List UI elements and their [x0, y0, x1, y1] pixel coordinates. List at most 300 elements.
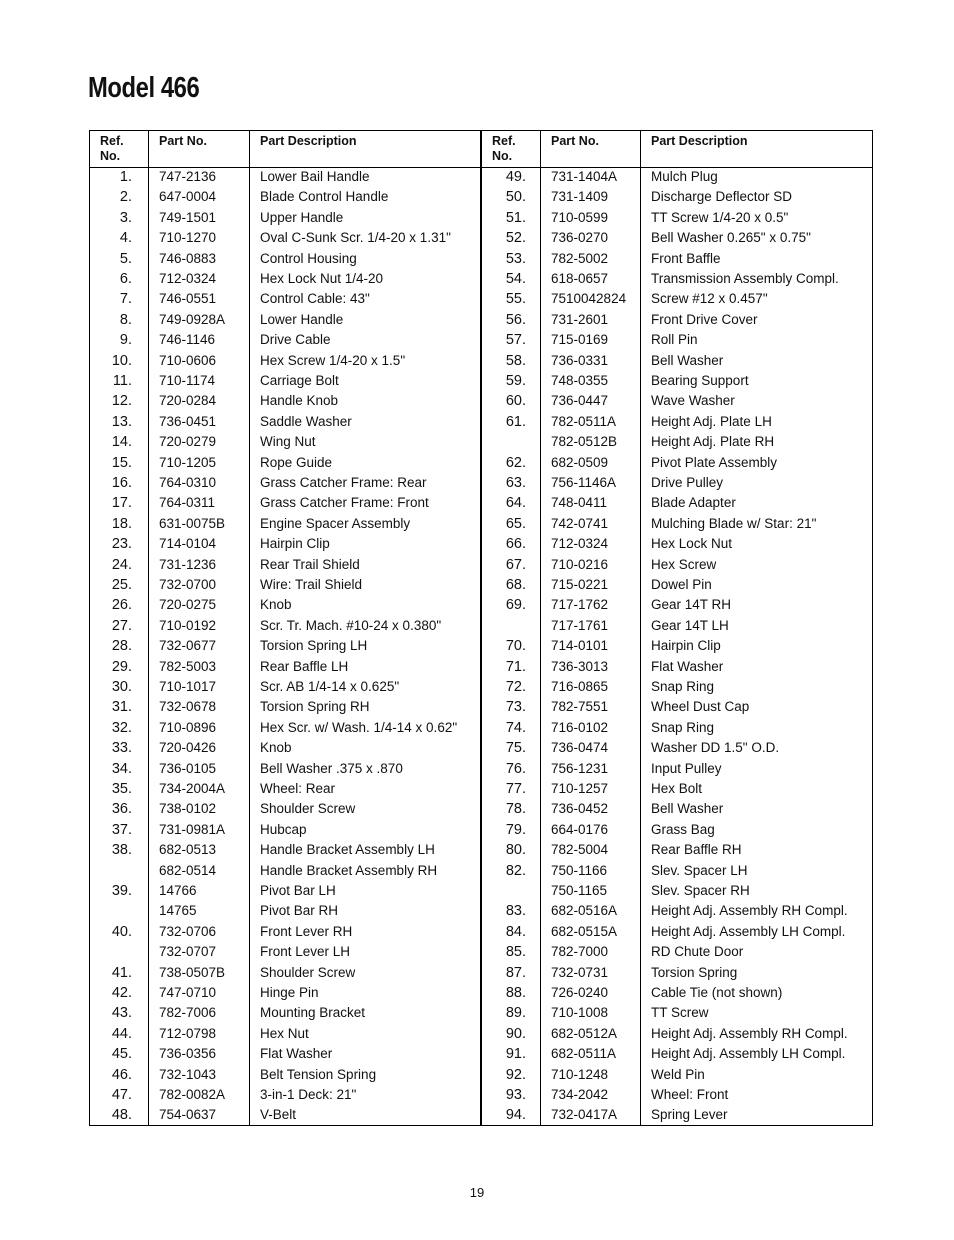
- part-description-cell: Carriage Bolt: [260, 373, 339, 388]
- part-description-cell: TT Screw: [651, 1005, 709, 1021]
- part-description-cell: Slev. Spacer RH: [651, 883, 750, 898]
- ref-no-cell: 71.: [505, 658, 526, 675]
- part-description-cell: Height Adj. Assembly LH Compl.: [651, 1046, 846, 1062]
- part-no-cell: 710-1017: [159, 679, 217, 694]
- part-description-cell: RD Chute Door: [651, 944, 744, 960]
- header-part-no: Part No.: [551, 134, 599, 148]
- part-description-cell: Flat Washer: [651, 658, 724, 674]
- part-description-cell: Gear 14T RH: [651, 597, 732, 613]
- ref-no-cell: 67.: [505, 556, 526, 573]
- ref-no-cell: 30.: [111, 679, 132, 695]
- table-row: [90, 310, 480, 330]
- part-no-cell: 764-0310: [159, 475, 217, 490]
- part-no-cell: 736-0474: [551, 740, 609, 756]
- part-description-cell: Flat Washer: [260, 1046, 333, 1062]
- part-no-cell: 782-0082A: [159, 1087, 226, 1102]
- part-description-cell: Bell Washer: [651, 352, 724, 368]
- part-no-cell: 736-0270: [551, 230, 609, 246]
- table-row: [90, 289, 480, 309]
- table-row: [90, 555, 480, 575]
- part-no-cell: 715-0169: [551, 332, 609, 348]
- table-row: [482, 412, 872, 432]
- ref-no-cell: 27.: [111, 617, 132, 634]
- part-no-cell: 782-0511A: [551, 413, 617, 429]
- part-no-cell: 710-0192: [159, 617, 217, 633]
- part-description-cell: Blade Adapter: [651, 495, 736, 511]
- part-description-cell: Scr. AB 1/4-14 x 0.625": [260, 679, 400, 694]
- header-part-description: Part Description: [260, 134, 357, 148]
- table-row: [90, 799, 480, 819]
- part-description-cell: Torsion Spring: [651, 964, 738, 980]
- ref-no-cell: 87.: [505, 964, 526, 981]
- part-no-cell: 712-0324: [551, 536, 609, 552]
- part-no-cell: 736-3013: [551, 658, 609, 674]
- header-ref-no: Ref. No.: [100, 134, 124, 163]
- table-row: [482, 249, 872, 269]
- table-row: [90, 208, 480, 228]
- table-row: [90, 963, 480, 983]
- ref-no-cell: 10.: [111, 352, 132, 369]
- part-description-cell: Height Adj. Assembly LH Compl.: [651, 923, 846, 939]
- part-description-cell: Wire: Trail Shield: [260, 577, 363, 592]
- table-row: [90, 514, 480, 534]
- table-row: [482, 1065, 872, 1085]
- table-row: [90, 330, 480, 350]
- table-row: [90, 697, 480, 717]
- part-description-cell: Wheel: Front: [651, 1087, 729, 1102]
- ref-no-cell: 9.: [119, 332, 132, 349]
- table-row: [90, 616, 480, 636]
- ref-no-cell: 29.: [111, 658, 132, 675]
- table-row: [90, 371, 480, 391]
- ref-no-cell: 94.: [505, 1107, 526, 1124]
- table-row: [482, 391, 872, 411]
- table-row: [90, 167, 480, 187]
- part-no-cell: 731-1236: [159, 556, 217, 572]
- part-description-cell: Control Cable: 43": [260, 291, 370, 307]
- part-description-cell: Knob: [260, 597, 292, 613]
- table-row: [482, 473, 872, 493]
- ref-no-cell: 64.: [505, 495, 526, 512]
- ref-no-cell: 36.: [111, 801, 132, 818]
- table-row: [482, 779, 872, 799]
- table-row: [90, 861, 480, 881]
- part-description-cell: Front Drive Cover: [651, 311, 758, 327]
- part-description-cell: V-Belt: [260, 1107, 297, 1123]
- table-row: [90, 738, 480, 758]
- part-no-cell: 14765: [159, 903, 197, 919]
- part-description-cell: Blade Control Handle: [260, 189, 389, 205]
- part-description-cell: Front Baffle: [651, 250, 721, 266]
- parts-table: [89, 130, 873, 1126]
- part-no-cell: 736-0356: [159, 1046, 217, 1062]
- part-no-cell: 682-0512A: [551, 1025, 618, 1041]
- ref-no-cell: 83.: [505, 903, 526, 920]
- ref-no-cell: 70.: [505, 638, 526, 655]
- ref-no-cell: 91.: [505, 1046, 526, 1063]
- part-description-cell: Hairpin Clip: [260, 536, 330, 552]
- part-description-cell: Grass Catcher Frame: Front: [260, 495, 429, 511]
- ref-no-cell: 89.: [505, 1005, 526, 1022]
- ref-no-cell: 56.: [505, 311, 526, 328]
- ref-no-cell: 45.: [111, 1046, 132, 1063]
- table-row: [90, 657, 480, 677]
- ref-no-cell: 73.: [505, 699, 526, 716]
- table-row: [482, 187, 872, 207]
- part-no-cell: 756-1146A: [551, 475, 617, 490]
- ref-no-cell: 13.: [111, 413, 132, 430]
- part-no-cell: 618-0657: [551, 271, 609, 286]
- part-description-cell: Drive Pulley: [651, 475, 724, 490]
- part-description-cell: Cable Tie (not shown): [651, 985, 783, 1000]
- part-no-cell: 782-7000: [551, 944, 609, 960]
- table-row: [482, 657, 872, 677]
- table-row: [90, 1003, 480, 1023]
- part-description-cell: Mulch Plug: [651, 169, 718, 184]
- part-no-cell: 682-0516A: [551, 903, 618, 919]
- table-row: [90, 779, 480, 799]
- part-no-cell: 736-0105: [159, 760, 217, 776]
- ref-no-cell: 46.: [111, 1066, 132, 1083]
- part-no-cell: 732-0707: [159, 944, 217, 960]
- part-description-cell: Bell Washer: [651, 801, 724, 817]
- part-no-cell: 720-0284: [159, 393, 217, 409]
- part-no-cell: 726-0240: [551, 985, 609, 1000]
- part-no-cell: 714-0104: [159, 536, 217, 552]
- part-no-cell: 732-0700: [159, 577, 217, 592]
- ref-no-cell: 48.: [111, 1107, 132, 1124]
- part-no-cell: 734-2004A: [159, 781, 226, 796]
- part-no-cell: 720-0275: [159, 597, 217, 613]
- part-no-cell: 782-0512B: [551, 434, 618, 450]
- ref-no-cell: 60.: [505, 393, 526, 410]
- table-row: [90, 840, 480, 860]
- part-no-cell: 742-0741: [551, 515, 609, 531]
- part-description-cell: Hex Bolt: [651, 781, 703, 796]
- part-no-cell: 732-1043: [159, 1066, 217, 1082]
- ref-no-cell: 31.: [111, 699, 132, 716]
- table-row: [482, 514, 872, 534]
- ref-no-cell: 8.: [119, 311, 132, 328]
- part-no-cell: 748-0411: [551, 495, 608, 511]
- part-no-cell: 712-0324: [159, 271, 217, 286]
- part-description-cell: Hex Screw: [651, 556, 717, 572]
- table-row: [90, 351, 480, 371]
- part-no-cell: 664-0176: [551, 821, 609, 837]
- ref-no-cell: 18.: [111, 515, 132, 532]
- ref-no-cell: 41.: [111, 964, 132, 981]
- part-no-cell: 682-0511A: [551, 1046, 617, 1062]
- header-part-no: Part No.: [159, 134, 207, 148]
- table-row: [90, 1065, 480, 1085]
- part-no-cell: 749-1501: [159, 209, 217, 225]
- part-no-cell: 715-0221: [551, 577, 609, 592]
- ref-no-cell: 61.: [505, 413, 526, 430]
- part-description-cell: Lower Handle: [260, 311, 344, 327]
- part-description-cell: Roll Pin: [651, 332, 698, 348]
- ref-no-cell: 50.: [505, 189, 526, 206]
- part-no-cell: 731-2601: [551, 311, 609, 327]
- part-no-cell: 782-5004: [551, 842, 609, 858]
- ref-no-cell: 79.: [505, 821, 526, 838]
- part-no-cell: 14766: [159, 883, 197, 898]
- ref-no-cell: 33.: [111, 740, 132, 757]
- ref-no-cell: 14.: [111, 434, 132, 451]
- part-description-cell: Screw #12 x 0.457": [651, 291, 768, 307]
- part-description-cell: Rear Baffle RH: [651, 842, 742, 858]
- part-description-cell: Front Lever LH: [260, 944, 351, 960]
- part-description-cell: Height Adj. Plate RH: [651, 434, 775, 450]
- part-description-cell: Height Adj. Plate LH: [651, 413, 772, 429]
- part-no-cell: 710-0606: [159, 352, 217, 368]
- part-no-cell: 710-1248: [551, 1066, 609, 1082]
- part-description-cell: Height Adj. Assembly RH Compl.: [651, 903, 848, 919]
- part-no-cell: 710-1174: [159, 373, 216, 388]
- part-description-cell: Pivot Bar LH: [260, 883, 336, 898]
- table-row: [482, 208, 872, 228]
- table-row: [482, 718, 872, 738]
- part-no-cell: 749-0928A: [159, 311, 226, 327]
- table-row: [482, 269, 872, 289]
- table-row: [90, 453, 480, 473]
- part-no-cell: 682-0515A: [551, 923, 618, 939]
- table-row: [482, 595, 872, 615]
- part-description-cell: Slev. Spacer LH: [651, 862, 748, 878]
- part-description-cell: Wave Washer: [651, 393, 735, 409]
- part-no-cell: 631-0075B: [159, 515, 226, 531]
- ref-no-cell: 80.: [505, 842, 526, 859]
- part-no-cell: 734-2042: [551, 1087, 609, 1102]
- part-no-cell: 710-0896: [159, 719, 217, 735]
- part-no-cell: 732-0706: [159, 923, 217, 939]
- table-row: [482, 371, 872, 391]
- part-description-cell: Pivot Bar RH: [260, 903, 339, 919]
- ref-no-cell: 47.: [111, 1087, 132, 1103]
- part-no-cell: 7510042824: [551, 291, 627, 307]
- ref-no-cell: 25.: [111, 577, 132, 593]
- part-description-cell: Hubcap: [260, 821, 307, 837]
- part-description-cell: Transmission Assembly Compl.: [651, 271, 839, 286]
- table-row: [90, 636, 480, 656]
- part-no-cell: 782-7551: [551, 699, 609, 715]
- ref-no-cell: 54.: [505, 271, 526, 287]
- table-row: [482, 575, 872, 595]
- ref-no-cell: 28.: [111, 638, 132, 655]
- table-row: [90, 391, 480, 411]
- table-row: [90, 881, 480, 901]
- table-row: [482, 861, 872, 881]
- ref-no-cell: 11.: [112, 373, 132, 389]
- table-row: [90, 493, 480, 513]
- ref-no-cell: 35.: [111, 781, 132, 797]
- part-description-cell: Handle Knob: [260, 393, 339, 409]
- table-row: [482, 881, 872, 901]
- part-no-cell: 750-1166: [551, 862, 608, 878]
- part-description-cell: Handle Bracket Assembly RH: [260, 862, 438, 878]
- table-row: [90, 922, 480, 942]
- page-number: 19: [469, 1185, 485, 1200]
- part-description-cell: Snap Ring: [651, 719, 715, 735]
- table-row: [90, 718, 480, 738]
- part-no-cell: 710-1008: [551, 1005, 609, 1021]
- table-row: [90, 575, 480, 595]
- ref-no-cell: 51.: [505, 209, 526, 226]
- part-no-cell: 710-1205: [159, 454, 217, 470]
- table-row: [90, 1024, 480, 1044]
- table-row: [482, 738, 872, 758]
- part-description-cell: Torsion Spring RH: [260, 699, 370, 715]
- ref-no-cell: 55.: [505, 291, 526, 308]
- part-no-cell: 782-5002: [551, 250, 609, 266]
- table-row: [482, 799, 872, 819]
- table-row: [90, 412, 480, 432]
- ref-no-cell: 2.: [119, 189, 132, 206]
- part-no-cell: 782-7006: [159, 1005, 217, 1021]
- part-no-cell: 764-0311: [159, 495, 216, 511]
- part-no-cell: 717-1761: [551, 617, 609, 633]
- table-row: [482, 453, 872, 473]
- part-description-cell: Saddle Washer: [260, 413, 352, 429]
- table-row: [482, 1003, 872, 1023]
- part-no-cell: 682-0514: [159, 862, 217, 878]
- part-no-cell: 747-2136: [159, 169, 217, 184]
- ref-no-cell: 4.: [119, 230, 132, 247]
- ref-no-cell: 63.: [505, 475, 526, 491]
- part-description-cell: Oval C-Sunk Scr. 1/4-20 x 1.31": [260, 230, 451, 246]
- part-description-cell: Bell Washer .375 x .870: [260, 760, 403, 776]
- ref-no-cell: 74.: [505, 719, 526, 736]
- table-row: [90, 1105, 480, 1125]
- ref-no-cell: 88.: [505, 985, 526, 1001]
- ref-no-cell: 85.: [505, 944, 526, 961]
- part-no-cell: 710-1270: [159, 230, 217, 246]
- ref-no-cell: 75.: [505, 740, 526, 757]
- part-description-cell: Torsion Spring LH: [260, 638, 368, 654]
- part-description-cell: Bell Washer 0.265" x 0.75": [651, 230, 811, 246]
- part-description-cell: Wheel: Rear: [260, 781, 336, 796]
- part-description-cell: Rear Baffle LH: [260, 658, 349, 674]
- table-row: [482, 901, 872, 921]
- table-row: [482, 942, 872, 962]
- part-no-cell: 746-0551: [159, 291, 217, 307]
- part-no-cell: 782-5003: [159, 658, 217, 674]
- table-row: [482, 534, 872, 554]
- part-no-cell: 732-0678: [159, 699, 217, 715]
- table-row: [90, 595, 480, 615]
- ref-no-cell: 44.: [111, 1025, 132, 1042]
- part-no-cell: 682-0509: [551, 454, 609, 470]
- part-no-cell: 710-1257: [551, 781, 609, 796]
- ref-no-cell: 1.: [119, 169, 132, 185]
- part-no-cell: 756-1231: [551, 760, 609, 776]
- table-row: [90, 473, 480, 493]
- table-row: [482, 167, 872, 187]
- table-row: [90, 228, 480, 248]
- table-row: [482, 351, 872, 371]
- ref-no-cell: 3.: [119, 209, 132, 226]
- part-description-cell: Control Housing: [260, 250, 357, 266]
- ref-no-cell: 7.: [119, 291, 132, 308]
- part-no-cell: 647-0004: [159, 189, 217, 205]
- part-description-cell: Hex Lock Nut: [651, 536, 733, 552]
- part-description-cell: Shoulder Screw: [260, 964, 356, 980]
- table-row: [482, 493, 872, 513]
- part-description-cell: Hinge Pin: [260, 985, 319, 1000]
- part-description-cell: Scr. Tr. Mach. #10-24 x 0.380": [260, 617, 442, 633]
- table-row: [90, 187, 480, 207]
- table-row: [482, 677, 872, 697]
- part-description-cell: Mounting Bracket: [260, 1005, 366, 1021]
- ref-no-cell: 38.: [111, 842, 132, 859]
- part-description-cell: Rope Guide: [260, 454, 333, 470]
- part-description-cell: 3-in-1 Deck: 21": [260, 1087, 357, 1102]
- part-description-cell: Washer DD 1.5" O.D.: [651, 740, 780, 756]
- part-description-cell: Discharge Deflector SD: [651, 189, 793, 205]
- table-row: [482, 922, 872, 942]
- ref-no-cell: 16.: [111, 475, 132, 491]
- table-row: [90, 269, 480, 289]
- ref-no-cell: 52.: [505, 230, 526, 247]
- part-description-cell: Gear 14T LH: [651, 617, 729, 633]
- part-description-cell: Shoulder Screw: [260, 801, 356, 817]
- part-no-cell: 714-0101: [551, 638, 609, 654]
- table-row: [482, 228, 872, 248]
- part-description-cell: Front Lever RH: [260, 923, 353, 939]
- ref-no-cell: 43.: [111, 1005, 132, 1022]
- ref-no-cell: 84.: [505, 923, 526, 940]
- table-row: [90, 759, 480, 779]
- part-no-cell: 746-1146: [159, 332, 216, 348]
- table-row: [90, 249, 480, 269]
- table-row: [482, 1085, 872, 1105]
- part-description-cell: Hex Screw 1/4-20 x 1.5": [260, 352, 406, 368]
- part-description-cell: Bearing Support: [651, 373, 749, 388]
- part-description-cell: Wheel Dust Cap: [651, 699, 750, 715]
- table-row: [482, 963, 872, 983]
- ref-no-cell: 66.: [505, 536, 526, 553]
- part-no-cell: 710-0216: [551, 556, 609, 572]
- table-row: [90, 677, 480, 697]
- part-description-cell: Height Adj. Assembly RH Compl.: [651, 1025, 848, 1041]
- part-no-cell: 717-1762: [551, 597, 609, 613]
- ref-no-cell: 12.: [111, 393, 132, 410]
- table-row: [482, 289, 872, 309]
- ref-no-cell: 69.: [505, 597, 526, 614]
- part-no-cell: 732-0677: [159, 638, 217, 654]
- table-row: [90, 1085, 480, 1105]
- ref-no-cell: 62.: [505, 454, 526, 471]
- page-title: Model 466: [88, 72, 200, 104]
- part-description-cell: Snap Ring: [651, 679, 715, 694]
- part-no-cell: 710-0599: [551, 209, 609, 225]
- part-no-cell: 716-0865: [551, 679, 609, 694]
- ref-no-cell: 34.: [111, 760, 132, 777]
- header-part-description: Part Description: [651, 134, 748, 148]
- table-row: [482, 1024, 872, 1044]
- ref-no-cell: 6.: [119, 271, 132, 287]
- part-description-cell: Lower Bail Handle: [260, 169, 370, 184]
- ref-no-cell: 5.: [119, 250, 132, 267]
- ref-no-cell: 23.: [111, 536, 132, 553]
- ref-no-cell: 90.: [505, 1025, 526, 1042]
- ref-no-cell: 77.: [505, 781, 526, 797]
- part-no-cell: 731-1409: [551, 189, 609, 205]
- ref-no-cell: 17.: [111, 495, 132, 512]
- table-row: [90, 983, 480, 1003]
- part-no-cell: 736-0331: [551, 352, 609, 368]
- header-ref-no: Ref. No.: [492, 134, 516, 163]
- part-no-cell: 736-0451: [159, 413, 217, 429]
